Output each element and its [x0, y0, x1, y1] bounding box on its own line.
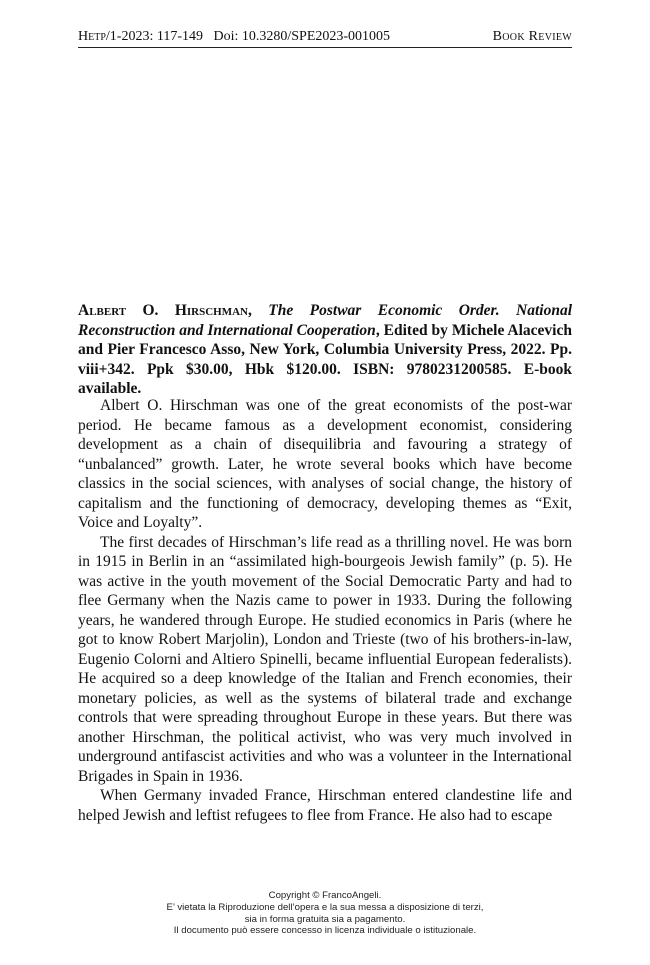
- book-citation: Albert O. Hirschman, The Postwar Economic Order. National Reconstruction and International Cooperation, Edited by Michele Alacevich and Pier Francesco Asso, New York, Columbia University Press, 2022. Pp. viii+342. Ppk $30.00, Hbk $120.00. ISBN: 9780231200585. E-book available.: [78, 302, 572, 397]
- running-header: [78, 27, 572, 48]
- copyright-line: Copyright © FrancoAngeli.: [268, 890, 382, 901]
- doi: Doi: 10.3280/SPE2023-001005: [213, 29, 391, 44]
- copyright-line: sia in forma gratuita sia a pagamento.: [244, 913, 406, 925]
- section-label: Book Review: [492, 29, 572, 44]
- copyright-line: E’ vietata la Riproduzione dell’opera e la sua messa a disposizione di terzi,: [166, 901, 484, 913]
- copyright-notice: [0, 890, 650, 937]
- paragraph: The first decades of Hirschman’s life read as a thrilling novel. He was born in 1915 in Berlin in an “assimilated high-bourgeois Jewish family” (p. 5). He was active in the youth movement of the Social Democratic Party and had to flee Germany when the Nazis came to power in 1933. During the following years, he wandered through Europe. He studied economics in Paris (where he got to know Robert Marjolin), London and Trieste (two of his brothers-in-law, Eugenio Colorni and Altiero Spinelli, became influential European federalists). He acquired so a deep knowledge of the Italian and French economies, their monetary policies, as well as the systems of bilateral trade and exchange controls that were spreading throughout Europe in these years. But there was another Hirschman, the political activist, who was very much involved in underground antifascist activities and who was a volunteer in the International Brigades in Spain in 1936.: [78, 533, 572, 785]
- issue-pages: /1-2023: 117-149: [105, 29, 203, 44]
- book-details: , Edited by Michele Alacevich and Pier Francesco Asso, New York, Columbia University Press, 2022. Pp. viii+342. Ppk $30.00, Hbk $120.00. ISBN: 9780231200585. E-book available.: [78, 321, 572, 397]
- paragraph: Albert O. Hirschman was one of the great economists of the post-war period. He became famous as a development economist, considering development as a chain of disequilibria and favouring a strategy of “unbalanced” growth. Later, he wrote several books which have become classics in the social sciences, with analyses of social change, the history of capitalism and the functioning of democracy, developing themes as “Exit, Voice and Loyalty”.: [78, 397, 572, 531]
- book-author: Albert O. Hirschman: [78, 302, 248, 319]
- paragraph: When Germany invaded France, Hirschman entered clandestine life and helped Jewish and leftist refugees to flee from France. He also had to escape: [78, 787, 572, 824]
- copyright-line: Il documento può essere concesso in licenza individuale o istituzionale.: [173, 925, 477, 937]
- journal-abbrev: Hetp: [78, 29, 106, 44]
- review-body: [78, 396, 572, 825]
- header-citation: [78, 29, 390, 45]
- book-title: The Postwar Economic Order. National Reconstruction and International Cooperation: [78, 302, 572, 339]
